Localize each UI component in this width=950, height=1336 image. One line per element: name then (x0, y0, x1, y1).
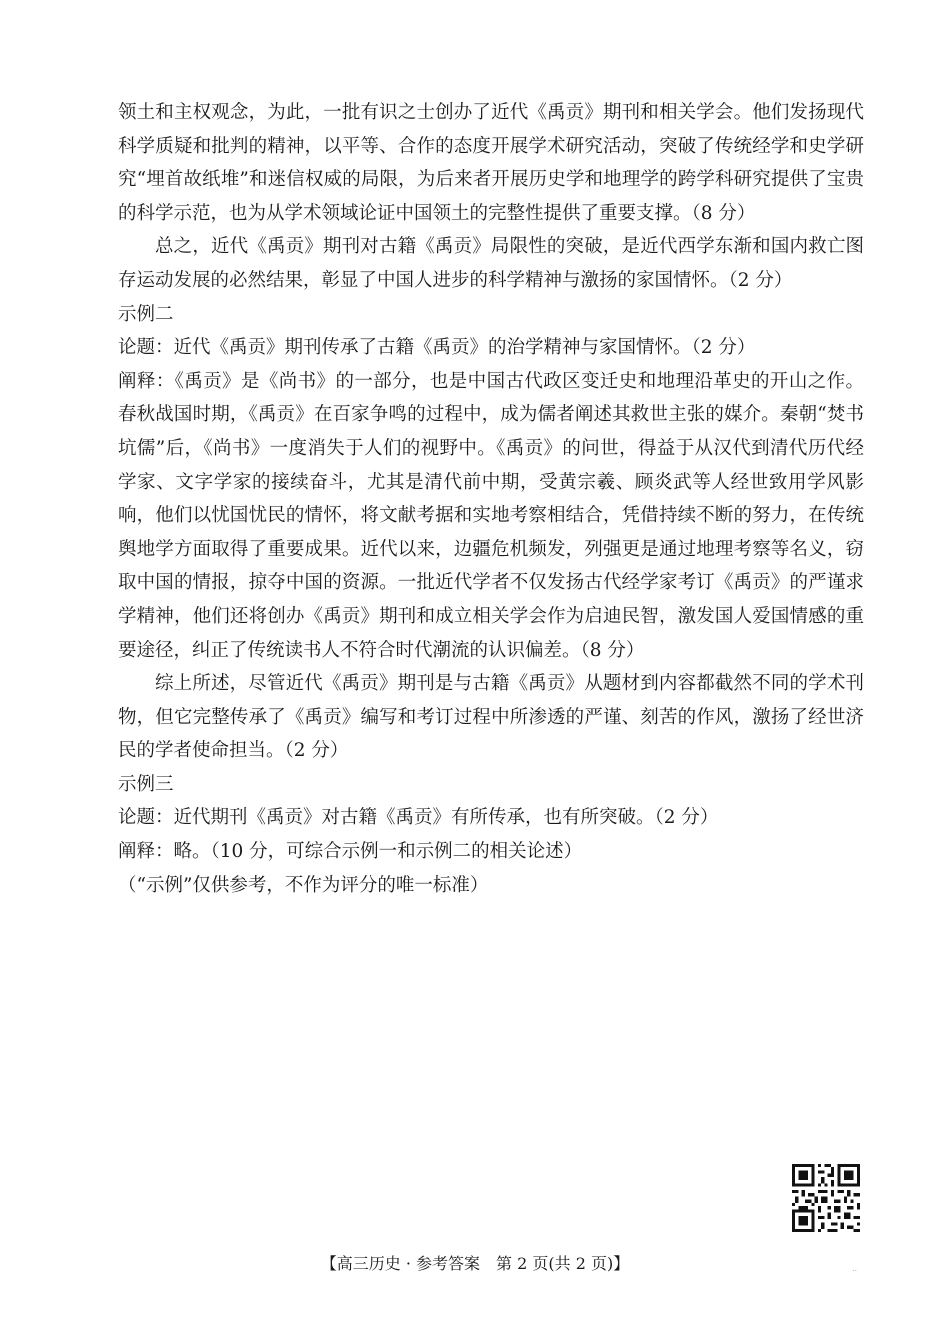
corner-mark: .. (852, 1264, 858, 1273)
example-2-heading: 示例二 (118, 303, 174, 325)
page-footer: 【高三历史 · 参考答案 第 2 页(共 2 页)】 (320, 1254, 630, 1273)
scoring-note: （“示例”仅供参考，不作为评分的唯一标准） (118, 874, 489, 896)
example-3-explanation: 阐释：略。（10 分，可综合示例一和示例二的相关论述） (118, 841, 583, 863)
paragraph-continuation: 领土和主权观念，为此，一批有识之士创办了近代《禹贡》期刊和相关学会。他们发扬现代科学质疑和批判的精神，以平等、合作的态度开展学术研究活动，突破了传统经学和史学研究“埋首故纸堆”和迷信权威的局限，为后来者开展历史学和地理学的跨学科研究提供了宝贵的科学示范，也为从学术领域论证中国领土的完整性提供了重要支撑。（8 分） (118, 102, 864, 224)
example-3-thesis: 论题：近代期刊《禹贡》对古籍《禹贡》有所传承，也有所突破。（2 分） (118, 807, 719, 829)
example-2-explanation: 阐释：《禹贡》是《尚书》的一部分，也是中国古代政区变迁史和地理沿革史的开山之作。春秋战国时期，《禹贡》在百家争鸣的过程中，成为儒者阐述其救世主张的媒介。秦朝“焚书坑儒”后，《尚书》一度消失于人们的视野中。《禹贡》的问世，得益于从汉代到清代历代经学家、文字学家的接续奋斗，尤其是清代前中期，受黄宗羲、顾炎武等人经世致用学风影响，他们以忧国忧民的情怀，将文献考据和实地考察相结合，凭借持续不断的努力，在传统舆地学方面取得了重要成果。近代以来，边疆危机频发，列强更是通过地理考察等名义，窃取中国的情报，掠夺中国的资源。一批近代学者不仅发扬古代经学家考订《禹贡》的严谨求学精神，他们还将创办《禹贡》期刊和成立相关学会作为启迪民智，激发国人爱国情感的重要途径，纠正了传统读书人不符合时代潮流的认识偏差。（8 分） (118, 370, 864, 661)
example-3-heading: 示例三 (118, 773, 174, 795)
answer-body (118, 96, 864, 902)
example-2-conclusion: 综上所述，尽管近代《禹贡》期刊是与古籍《禹贡》从题材到内容都截然不同的学术刊物，但它完整传承了《禹贡》编写和考订过程中所渗透的严谨、刻苦的作风，激扬了经世济民的学者使命担当。（2 分） (118, 673, 864, 762)
qr-code[interactable] (792, 1164, 860, 1232)
example-2-thesis: 论题：近代《禹贡》期刊传承了古籍《禹贡》的治学精神与家国情怀。（2 分） (118, 337, 756, 359)
qr-code-icon (792, 1164, 860, 1232)
paragraph-conclusion-example-1: 总之，近代《禹贡》期刊对古籍《禹贡》局限性的突破，是近代西学东渐和国内救亡图存运动发展的必然结果，彰显了中国人进步的科学精神与激扬的家国情怀。（2 分） (118, 236, 864, 291)
